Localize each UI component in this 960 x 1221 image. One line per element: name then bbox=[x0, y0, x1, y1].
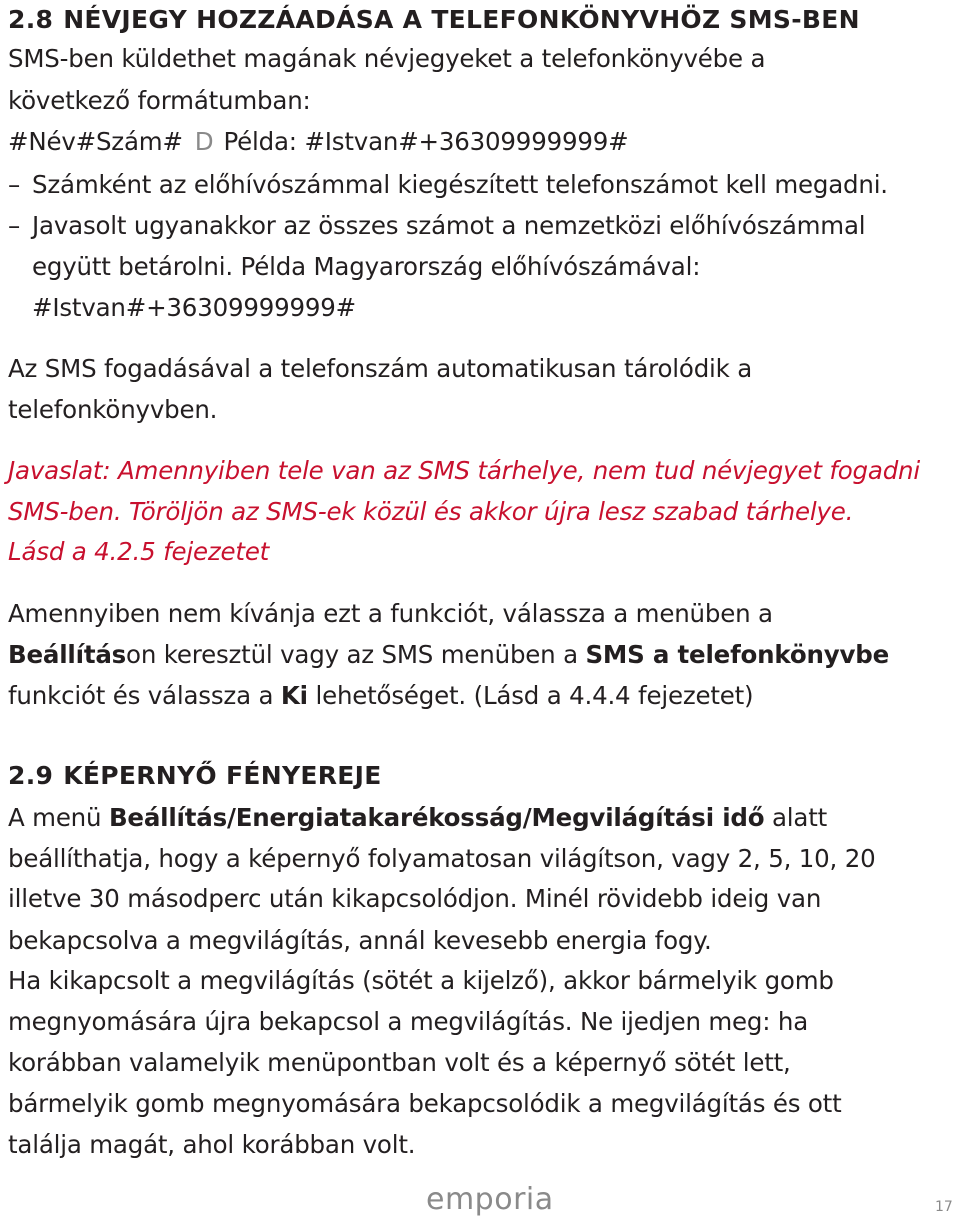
paragraph-line: Ha kikapcsolt a megvilágítás (sötét a kijelző), akkor bármelyik gomb bbox=[8, 966, 834, 995]
tip-line: Javaslat: Amennyiben tele van az SMS tárhelye, nem tud névjegyet fogadni bbox=[8, 456, 920, 485]
paragraph-text: on keresztül vagy az SMS menüben a bbox=[126, 640, 586, 669]
section-title: KÉPERNYŐ FÉNYEREJE bbox=[63, 761, 382, 790]
menu-term: Beállítás bbox=[8, 640, 127, 669]
paragraph-line bbox=[8, 801, 827, 835]
paragraph-text: A menü bbox=[8, 803, 109, 832]
paragraph-line: Amennyiben nem kívánja ezt a funkciót, válassza a menüben a bbox=[8, 599, 773, 628]
list-item-continuation: együtt betárolni. Példa Magyarország előhívószámával: bbox=[32, 252, 701, 281]
list-item bbox=[8, 209, 865, 243]
list-item-text: Számként az előhívószámmal kiegészített telefonszámot kell megadni. bbox=[32, 170, 888, 199]
paragraph-text: funkciót és válassza a bbox=[8, 681, 281, 710]
paragraph-line: Az SMS fogadásával a telefonszám automatikusan tárolódik a bbox=[8, 354, 753, 383]
dash-bullet-icon: – bbox=[8, 170, 21, 199]
menu-term: Ki bbox=[280, 681, 308, 710]
section-heading-2-8 bbox=[8, 3, 860, 37]
list-item-text: Javasolt ugyanakkor az összes számot a nemzetközi előhívószámmal bbox=[32, 211, 866, 240]
arrow-icon: D bbox=[194, 127, 214, 156]
tip-line: Lásd a 4.2.5 fejezetet bbox=[8, 537, 270, 566]
paragraph-line: találja magát, ahol korábban volt. bbox=[8, 1130, 416, 1159]
tip-line: SMS-ben. Töröljön az SMS-ek közül és akkor újra lesz szabad tárhelye. bbox=[8, 497, 854, 526]
intro-line: SMS-ben küldethet magának névjegyeket a telefonkönyvébe a bbox=[8, 44, 766, 73]
paragraph-text: lehetőséget. (Lásd a 4.4.4 fejezetet) bbox=[307, 681, 754, 710]
paragraph-line: illetve 30 másodperc után kikapcsolódjon. Minél rövidebb ideig van bbox=[8, 884, 822, 913]
emporia-logo: emporia bbox=[426, 1182, 554, 1217]
paragraph-line: megnyomására újra bekapcsol a megvilágítás. Ne ijedjen meg: ha bbox=[8, 1007, 809, 1036]
paragraph-line bbox=[8, 679, 753, 713]
paragraph-line: telefonkönyvben. bbox=[8, 395, 218, 424]
section-title: NÉVJEGY HOZZÁADÁSA A TELEFONKÖNYVHÖZ SMS-BEN bbox=[63, 5, 860, 34]
intro-line: következő formátumban: bbox=[8, 86, 311, 115]
dash-bullet-icon: – bbox=[8, 211, 21, 240]
menu-term: SMS a telefonkönyvbe bbox=[585, 640, 890, 669]
menu-path: Beállítás/Energiatakarékosság/Megvilágítási idő bbox=[108, 803, 765, 832]
format-text: #Név#Szám# bbox=[8, 127, 183, 156]
paragraph-line: beállíthatja, hogy a képernyő folyamatosan világítson, vagy 2, 5, 10, 20 bbox=[8, 844, 876, 873]
list-item-continuation: #Istvan#+36309999999# bbox=[32, 293, 357, 322]
section-heading-2-9 bbox=[8, 759, 382, 793]
section-number: 2.8 bbox=[8, 5, 54, 34]
page-number: 17 bbox=[935, 1199, 953, 1215]
format-line bbox=[8, 125, 628, 159]
section-number: 2.9 bbox=[8, 761, 54, 790]
paragraph-line: bármelyik gomb megnyomására bekapcsolódik a megvilágítás és ott bbox=[8, 1089, 842, 1118]
list-item bbox=[8, 168, 888, 202]
paragraph-line: korábban valamelyik menüpontban volt és a képernyő sötét lett, bbox=[8, 1048, 791, 1077]
example-text: Példa: #Istvan#+36309999999# bbox=[223, 127, 629, 156]
paragraph-line: bekapcsolva a megvilágítás, annál kevesebb energia fogy. bbox=[8, 926, 712, 955]
paragraph-text: alatt bbox=[764, 803, 828, 832]
paragraph-line bbox=[8, 638, 889, 672]
